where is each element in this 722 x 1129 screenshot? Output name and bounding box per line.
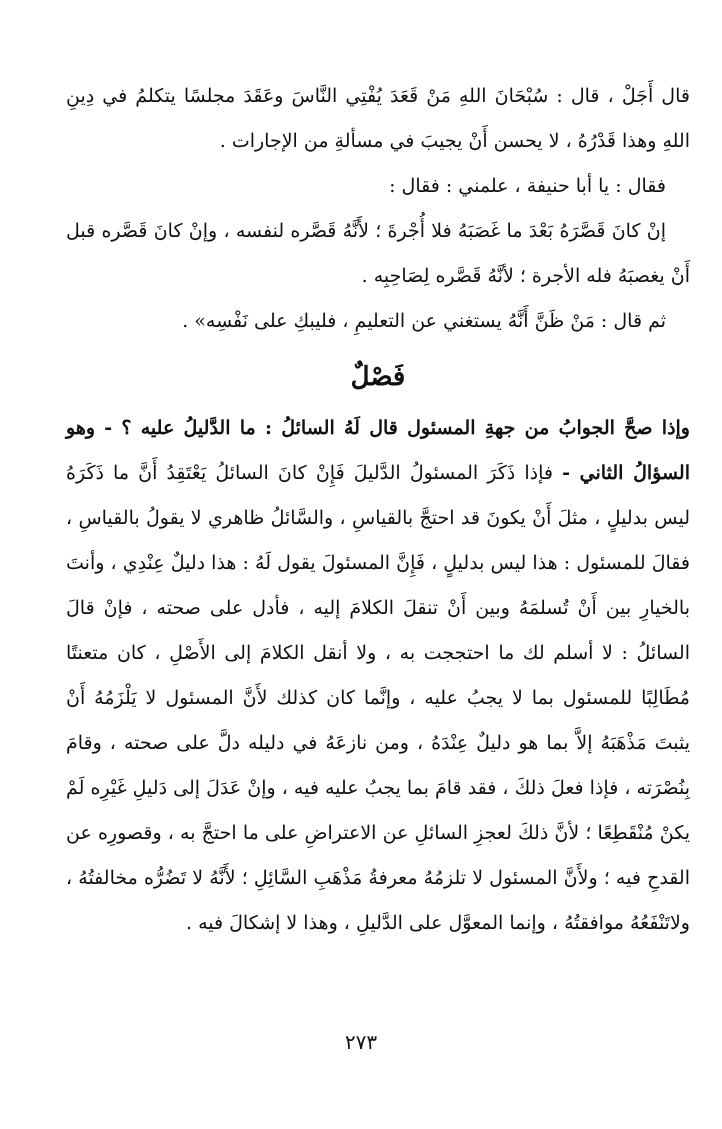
- paragraph-1: قال أَجَلْ ، قال : سُبْحَانَ اللهِ مَنْ قَعَدَ يُفْتِي النَّاسَ وعَقَدَ مجلسًا يتكلمُ في دِينِ اللهِ وهذا قَدْرُهُ ، لا يحسن أَنْ يجيبَ في مسألةِ من الإجارات .: [66, 85, 690, 152]
- page-number: ٢٧٣: [344, 1030, 378, 1054]
- paragraph-3: إنْ كانَ قَصَّرَهُ بَعْدَ ما غَصَبَهُ فلا أُجْرةَ ؛ لأَنَّهُ قَصَّره لنفسه ، وإنْ كانَ قَصَّره قبل أَنْ يغصبَهُ فله الأجرة ؛ لأنَّهُ قَصَّره لِصَاحِبِه .: [66, 220, 690, 287]
- paragraph-4: ثم قال : مَنْ ظَنَّ أَنَّهُ يستغني عن التعليمِ ، فليبكِ على نَفْسِه» .: [182, 310, 666, 332]
- section-paragraph: [66, 406, 690, 946]
- section-heading: فَصْلٌ: [350, 362, 406, 392]
- section-body: فإذا ذَكَرَ المسئولُ الدَّليلَ فَإِنْ كانَ السائلُ يَعْتَقِدُ أَنَّ ما ذَكَرَهُ ليس بدليلٍ ، مثلَ أَنْ يكونَ قد احتجَّ بالقياسِ ، والسَّائلُ ظاهري لا يقولُ بالقياسِ ، فقالَ للمسئول : هذا ليس بدليلٍ ، فَإِنَّ المسئولَ يقول لَهُ : هذا دليلٌ عِنْدِي ، وأنتَ بالخيارِ بين أَنْ تُسلمَهُ وبين أَنْ تنقلَ الكلامَ إليه ، فأدل على صحته ، فإنْ قالَ السائلُ : لا أسلم لك ما احتججت به ، ولا أنقل الكلامَ إلى الأَصْلِ ، كان متعنتًا مُطَالِبًا للمسئول بما لا يجبُ عليه ، وإنَّما كان كذلك لأَنَّ المسئول لا يَلْزَمُهُ أَنْ يثبتَ مَذْهَبَهُ إلاَّ بما هو دليلٌ عِنْدَهُ ، ومن نازعَهُ في دليله دلَّ على صحته ، وقامَ بِنُصْرَته ، فإذا فعلَ ذلكَ ، فقد قامَ بما يجبُ عليه فيه ، وإنْ عَدَلَ إلى دَليلِ غَيْرِه لَمْ يكنْ مُنْقَطِعًا ؛ لأنَّ ذلكَ لعجزِ السائلِ عن الاعتراضِ على ما احتجَّ به ، وقصورِه عن القدحِ فيه ؛ ولأَنَّ المسئول لا تلزمُهُ معرفةُ مَذْهَبِ السَّائِلِ ؛ لأَنَّهُ لا تَضُرُّه مخالفتُهُ ، ولاتَنْفَعُهُ موافقتُهُ ، وإنما المعوَّل على الدَّليلِ ، وهذا لا إشكالَ فيه .: [66, 462, 690, 934]
- paragraph-2: فقال : يا أبا حنيفة ، علمني : فقال :: [389, 175, 666, 197]
- section-bold-intro: وإذا صحَّ الجوابُ من جهةِ المسئول قال لَهُ السائلُ : ما الدَّليلُ عليه ؟ - وهو السؤالُ الثاني -: [66, 417, 690, 484]
- book-page: [66, 74, 690, 946]
